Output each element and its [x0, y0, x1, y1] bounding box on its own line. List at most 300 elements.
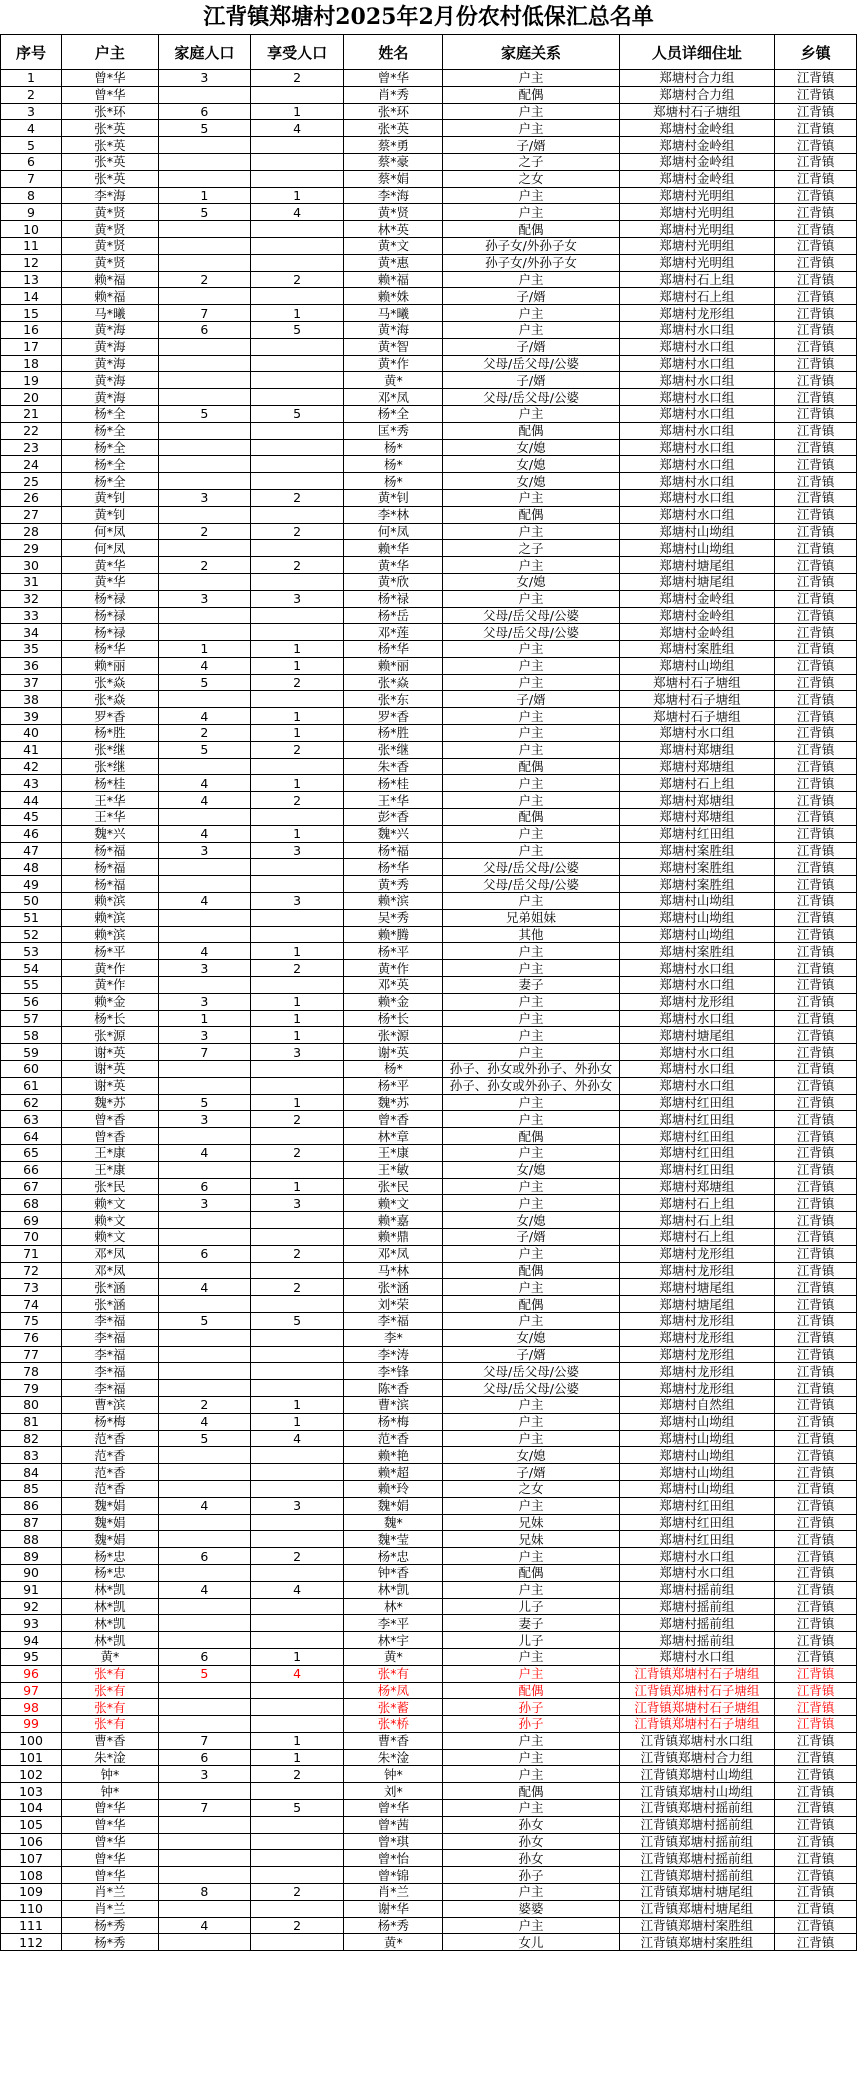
address-cell: 郑塘村光明组 [619, 187, 775, 204]
index-cell: 28 [1, 523, 62, 540]
town-cell: 江背镇 [775, 1548, 857, 1565]
roster-table [0, 34, 857, 1951]
index-cell: 89 [1, 1548, 62, 1565]
address-cell: 郑塘村水口组 [619, 456, 775, 473]
table-row [1, 1816, 857, 1833]
table-row [1, 305, 857, 322]
household-size-cell: 4 [158, 1917, 250, 1934]
benefit-count-cell: 1 [250, 305, 343, 322]
table-row [1, 977, 857, 994]
name-cell: 黄*作 [344, 960, 443, 977]
name-cell: 蔡*豪 [344, 153, 443, 170]
household-head-cell: 王*康 [62, 1145, 159, 1162]
address-cell: 郑塘村摇前组 [619, 1615, 775, 1632]
table-row [1, 1212, 857, 1229]
benefit-count-cell [250, 1464, 343, 1481]
address-cell: 郑塘村石上组 [619, 1212, 775, 1229]
relation-cell: 配偶 [443, 422, 619, 439]
relation-cell: 户主 [443, 1111, 619, 1128]
benefit-count-cell: 1 [250, 1413, 343, 1430]
table-row [1, 1296, 857, 1313]
household-head-cell: 曾*华 [62, 1867, 159, 1884]
address-cell: 郑塘村红田组 [619, 1094, 775, 1111]
household-size-cell: 6 [158, 1548, 250, 1565]
household-head-cell: 黄*钊 [62, 489, 159, 506]
address-cell: 郑塘村红田组 [619, 1145, 775, 1162]
index-cell: 11 [1, 237, 62, 254]
address-cell: 江背镇郑塘村石子塘组 [619, 1682, 775, 1699]
address-cell: 郑塘村龙形组 [619, 1363, 775, 1380]
household-head-cell: 魏*苏 [62, 1094, 159, 1111]
town-cell: 江背镇 [775, 1850, 857, 1867]
table-row [1, 590, 857, 607]
relation-cell: 之女 [443, 170, 619, 187]
name-cell: 蔡*勇 [344, 137, 443, 154]
relation-cell: 女/媳 [443, 1212, 619, 1229]
household-head-cell: 何*凤 [62, 540, 159, 557]
household-head-cell: 林*凯 [62, 1581, 159, 1598]
town-cell: 江背镇 [775, 725, 857, 742]
name-cell: 曾*香 [344, 1111, 443, 1128]
table-row [1, 120, 857, 137]
table-row [1, 1531, 857, 1548]
relation-cell: 父母/岳父母/公婆 [443, 876, 619, 893]
town-cell: 江背镇 [775, 1077, 857, 1094]
name-cell: 王*康 [344, 1145, 443, 1162]
name-cell: 李*涛 [344, 1346, 443, 1363]
relation-cell: 孙子、孙女或外孙子、外孙女 [443, 1077, 619, 1094]
address-cell: 郑塘村案胜组 [619, 641, 775, 658]
name-cell: 肖*兰 [344, 1884, 443, 1901]
household-size-cell: 4 [158, 893, 250, 910]
relation-cell: 妻子 [443, 1615, 619, 1632]
table-row [1, 1145, 857, 1162]
town-cell: 江背镇 [775, 1716, 857, 1733]
town-cell: 江背镇 [775, 993, 857, 1010]
relation-cell: 户主 [443, 1917, 619, 1934]
household-head-cell: 曾*华 [62, 1800, 159, 1817]
household-head-cell: 杨*全 [62, 422, 159, 439]
household-size-cell [158, 859, 250, 876]
relation-cell: 户主 [443, 1312, 619, 1329]
household-head-cell: 曾*香 [62, 1128, 159, 1145]
table-row [1, 254, 857, 271]
name-cell: 黄*钊 [344, 489, 443, 506]
town-cell: 江背镇 [775, 943, 857, 960]
table-row [1, 1480, 857, 1497]
index-cell: 19 [1, 372, 62, 389]
benefit-count-cell [250, 1850, 343, 1867]
household-size-cell: 2 [158, 557, 250, 574]
household-head-cell: 杨*全 [62, 473, 159, 490]
benefit-count-cell: 3 [250, 1044, 343, 1061]
town-cell: 江背镇 [775, 1464, 857, 1481]
address-cell: 郑塘村水口组 [619, 1044, 775, 1061]
document-title: 江背镇郑塘村2025年2月份农村低保汇总名单 [203, 4, 654, 30]
name-cell: 曾*华 [344, 1800, 443, 1817]
address-cell: 郑塘村水口组 [619, 389, 775, 406]
benefit-count-cell [250, 758, 343, 775]
relation-cell: 父母/岳父母/公婆 [443, 859, 619, 876]
address-cell: 郑塘村龙形组 [619, 1262, 775, 1279]
index-cell: 4 [1, 120, 62, 137]
benefit-count-cell [250, 1128, 343, 1145]
relation-cell: 配偶 [443, 221, 619, 238]
name-cell: 马*林 [344, 1262, 443, 1279]
benefit-count-cell [250, 1615, 343, 1632]
town-cell: 江背镇 [775, 1027, 857, 1044]
household-size-cell [158, 607, 250, 624]
benefit-count-cell [250, 1228, 343, 1245]
relation-cell: 父母/岳父母/公婆 [443, 389, 619, 406]
index-cell: 80 [1, 1396, 62, 1413]
household-head-cell: 张*涵 [62, 1279, 159, 1296]
household-size-cell: 7 [158, 1044, 250, 1061]
address-cell: 郑塘村摇前组 [619, 1581, 775, 1598]
table-row [1, 657, 857, 674]
relation-cell: 户主 [443, 1884, 619, 1901]
index-cell: 38 [1, 691, 62, 708]
table-row [1, 372, 857, 389]
table-row [1, 137, 857, 154]
benefit-count-cell: 2 [250, 792, 343, 809]
benefit-count-cell [250, 876, 343, 893]
name-cell: 曾*华 [344, 70, 443, 87]
name-cell: 赖*鼎 [344, 1228, 443, 1245]
relation-cell: 户主 [443, 1497, 619, 1514]
index-cell: 94 [1, 1632, 62, 1649]
name-cell: 邓*凤 [344, 389, 443, 406]
household-size-cell [158, 439, 250, 456]
table-row [1, 1615, 857, 1632]
household-size-cell: 3 [158, 842, 250, 859]
index-cell: 65 [1, 1145, 62, 1162]
name-cell: 黄*欣 [344, 573, 443, 590]
benefit-count-cell [250, 1900, 343, 1917]
household-head-cell: 杨*福 [62, 859, 159, 876]
household-head-cell: 张*英 [62, 137, 159, 154]
address-cell: 郑塘村光明组 [619, 254, 775, 271]
address-cell: 郑塘村水口组 [619, 489, 775, 506]
relation-cell: 兄弟姐妹 [443, 909, 619, 926]
town-cell: 江背镇 [775, 1816, 857, 1833]
relation-cell: 子/婿 [443, 1228, 619, 1245]
relation-cell: 父母/岳父母/公婆 [443, 355, 619, 372]
index-cell: 40 [1, 725, 62, 742]
address-cell: 郑塘村红田组 [619, 1514, 775, 1531]
table-row [1, 1178, 857, 1195]
index-cell: 23 [1, 439, 62, 456]
household-size-cell: 3 [158, 1766, 250, 1783]
name-cell: 黄*秀 [344, 876, 443, 893]
household-head-cell: 曾*香 [62, 1111, 159, 1128]
town-cell: 江背镇 [775, 909, 857, 926]
town-cell: 江背镇 [775, 1833, 857, 1850]
household-size-cell: 4 [158, 1279, 250, 1296]
town-cell: 江背镇 [775, 859, 857, 876]
town-cell: 江背镇 [775, 321, 857, 338]
town-cell: 江背镇 [775, 338, 857, 355]
address-cell: 郑塘村山坳组 [619, 523, 775, 540]
index-cell: 36 [1, 657, 62, 674]
index-cell: 106 [1, 1833, 62, 1850]
address-cell: 郑塘村水口组 [619, 355, 775, 372]
town-cell: 江背镇 [775, 1783, 857, 1800]
table-row [1, 1329, 857, 1346]
household-size-cell: 4 [158, 943, 250, 960]
household-size-cell [158, 624, 250, 641]
town-cell: 江背镇 [775, 1195, 857, 1212]
relation-cell: 之子 [443, 153, 619, 170]
household-size-cell: 7 [158, 1800, 250, 1817]
town-cell: 江背镇 [775, 506, 857, 523]
relation-cell: 配偶 [443, 86, 619, 103]
table-row [1, 1228, 857, 1245]
index-cell: 105 [1, 1816, 62, 1833]
relation-cell: 孙子 [443, 1699, 619, 1716]
household-size-cell: 4 [158, 657, 250, 674]
table-row [1, 221, 857, 238]
relation-cell: 户主 [443, 187, 619, 204]
address-cell: 郑塘村山坳组 [619, 926, 775, 943]
table-row [1, 725, 857, 742]
name-cell: 邓*莲 [344, 624, 443, 641]
table-row [1, 893, 857, 910]
index-cell: 66 [1, 1161, 62, 1178]
name-cell: 黄* [344, 372, 443, 389]
address-cell: 郑塘村塘尾组 [619, 1296, 775, 1313]
index-cell: 79 [1, 1380, 62, 1397]
household-head-cell: 杨*长 [62, 1010, 159, 1027]
benefit-count-cell: 1 [250, 943, 343, 960]
name-cell: 黄*文 [344, 237, 443, 254]
household-head-cell: 魏*娟 [62, 1497, 159, 1514]
household-size-cell [158, 1228, 250, 1245]
table-row [1, 405, 857, 422]
table-row [1, 456, 857, 473]
index-cell: 33 [1, 607, 62, 624]
household-size-cell [158, 1346, 250, 1363]
relation-cell: 户主 [443, 1548, 619, 1565]
address-cell: 郑塘村石子塘组 [619, 674, 775, 691]
index-cell: 64 [1, 1128, 62, 1145]
address-cell: 江背镇郑塘村摇前组 [619, 1833, 775, 1850]
benefit-count-cell: 1 [250, 1094, 343, 1111]
household-size-cell [158, 1699, 250, 1716]
household-size-cell: 5 [158, 1665, 250, 1682]
index-cell: 8 [1, 187, 62, 204]
benefit-count-cell: 1 [250, 775, 343, 792]
index-cell: 63 [1, 1111, 62, 1128]
household-head-cell: 赖*滨 [62, 909, 159, 926]
address-cell: 郑塘村红田组 [619, 1111, 775, 1128]
household-size-cell [158, 1447, 250, 1464]
household-size-cell: 4 [158, 1581, 250, 1598]
town-cell: 江背镇 [775, 691, 857, 708]
town-cell: 江背镇 [775, 1245, 857, 1262]
household-head-cell: 邓*凤 [62, 1245, 159, 1262]
index-cell: 29 [1, 540, 62, 557]
household-size-cell [158, 372, 250, 389]
town-cell: 江背镇 [775, 153, 857, 170]
benefit-count-cell [250, 1346, 343, 1363]
relation-cell: 户主 [443, 1245, 619, 1262]
benefit-count-cell [250, 1783, 343, 1800]
table-row [1, 422, 857, 439]
town-cell: 江背镇 [775, 1128, 857, 1145]
address-cell: 郑塘村水口组 [619, 1077, 775, 1094]
benefit-count-cell [250, 1632, 343, 1649]
town-cell: 江背镇 [775, 288, 857, 305]
address-cell: 江背镇郑塘村塘尾组 [619, 1900, 775, 1917]
table-row [1, 691, 857, 708]
address-cell: 郑塘村石上组 [619, 1195, 775, 1212]
household-size-cell [158, 909, 250, 926]
town-cell: 江背镇 [775, 187, 857, 204]
name-cell: 张*继 [344, 741, 443, 758]
index-cell: 1 [1, 70, 62, 87]
index-cell: 42 [1, 758, 62, 775]
benefit-count-cell [250, 1833, 343, 1850]
relation-cell: 户主 [443, 1094, 619, 1111]
household-head-cell: 林*凯 [62, 1598, 159, 1615]
index-cell: 85 [1, 1480, 62, 1497]
address-cell: 郑塘村塘尾组 [619, 557, 775, 574]
town-cell: 江背镇 [775, 641, 857, 658]
index-cell: 86 [1, 1497, 62, 1514]
town-cell: 江背镇 [775, 1010, 857, 1027]
address-cell: 江背镇郑塘村山坳组 [619, 1783, 775, 1800]
name-cell: 黄*智 [344, 338, 443, 355]
town-cell: 江背镇 [775, 271, 857, 288]
index-cell: 39 [1, 708, 62, 725]
index-cell: 50 [1, 893, 62, 910]
household-head-cell: 李*海 [62, 187, 159, 204]
benefit-count-cell: 2 [250, 1548, 343, 1565]
household-head-cell: 范*香 [62, 1447, 159, 1464]
name-cell: 赖*腾 [344, 926, 443, 943]
index-cell: 88 [1, 1531, 62, 1548]
household-head-cell: 李*福 [62, 1312, 159, 1329]
table-row [1, 1010, 857, 1027]
town-cell: 江背镇 [775, 523, 857, 540]
name-cell: 赖*金 [344, 993, 443, 1010]
household-head-cell: 罗*香 [62, 708, 159, 725]
household-head-cell: 杨*华 [62, 641, 159, 658]
relation-cell: 户主 [443, 842, 619, 859]
address-cell: 江背镇郑塘村摇前组 [619, 1850, 775, 1867]
household-head-cell: 曹*香 [62, 1732, 159, 1749]
address-cell: 郑塘村水口组 [619, 960, 775, 977]
benefit-count-cell: 2 [250, 1279, 343, 1296]
relation-cell: 户主 [443, 1413, 619, 1430]
index-cell: 95 [1, 1648, 62, 1665]
benefit-count-cell: 2 [250, 960, 343, 977]
town-cell: 江背镇 [775, 1917, 857, 1934]
household-size-cell: 3 [158, 489, 250, 506]
table-row [1, 1447, 857, 1464]
benefit-count-cell [250, 506, 343, 523]
name-cell: 黄* [344, 1648, 443, 1665]
relation-cell: 女儿 [443, 1934, 619, 1951]
town-cell: 江背镇 [775, 70, 857, 87]
address-cell: 郑塘村金岭组 [619, 170, 775, 187]
address-cell: 郑塘村案胜组 [619, 943, 775, 960]
name-cell: 曹*滨 [344, 1396, 443, 1413]
name-cell: 钟* [344, 1766, 443, 1783]
household-size-cell: 7 [158, 305, 250, 322]
name-cell: 张*英 [344, 120, 443, 137]
index-cell: 98 [1, 1699, 62, 1716]
relation-cell: 户主 [443, 1195, 619, 1212]
household-size-cell: 1 [158, 1010, 250, 1027]
household-size-cell: 3 [158, 1027, 250, 1044]
name-cell: 李*福 [344, 1312, 443, 1329]
table-row [1, 288, 857, 305]
household-head-cell: 赖*文 [62, 1212, 159, 1229]
index-cell: 2 [1, 86, 62, 103]
relation-cell: 女/媳 [443, 473, 619, 490]
relation-cell: 户主 [443, 708, 619, 725]
household-head-cell: 赖*金 [62, 993, 159, 1010]
benefit-count-cell [250, 1380, 343, 1397]
benefit-count-cell: 1 [250, 103, 343, 120]
household-size-cell: 1 [158, 187, 250, 204]
name-cell: 杨*胜 [344, 725, 443, 742]
table-row [1, 1413, 857, 1430]
household-head-cell: 杨*全 [62, 405, 159, 422]
household-size-cell [158, 1514, 250, 1531]
address-cell: 郑塘村山坳组 [619, 893, 775, 910]
benefit-count-cell: 5 [250, 405, 343, 422]
relation-cell: 父母/岳父母/公婆 [443, 1380, 619, 1397]
town-cell: 江背镇 [775, 1262, 857, 1279]
household-head-cell: 张*有 [62, 1682, 159, 1699]
household-size-cell [158, 170, 250, 187]
household-head-cell: 黄*贤 [62, 204, 159, 221]
index-cell: 97 [1, 1682, 62, 1699]
relation-cell: 子/婿 [443, 288, 619, 305]
index-cell: 72 [1, 1262, 62, 1279]
household-head-cell: 何*凤 [62, 523, 159, 540]
household-size-cell [158, 1564, 250, 1581]
index-cell: 49 [1, 876, 62, 893]
household-size-cell [158, 422, 250, 439]
name-cell: 杨* [344, 439, 443, 456]
address-cell: 郑塘村石上组 [619, 775, 775, 792]
relation-cell: 婆婆 [443, 1900, 619, 1917]
relation-cell: 儿子 [443, 1632, 619, 1649]
benefit-count-cell [250, 422, 343, 439]
table-row [1, 993, 857, 1010]
household-size-cell [158, 1077, 250, 1094]
household-size-cell [158, 691, 250, 708]
index-cell: 91 [1, 1581, 62, 1598]
relation-cell: 户主 [443, 1581, 619, 1598]
table-row [1, 859, 857, 876]
household-head-cell: 杨*忠 [62, 1548, 159, 1565]
household-size-cell: 4 [158, 1145, 250, 1162]
town-cell: 江背镇 [775, 204, 857, 221]
household-head-cell: 黄*海 [62, 338, 159, 355]
index-cell: 77 [1, 1346, 62, 1363]
benefit-count-cell [250, 1296, 343, 1313]
town-cell: 江背镇 [775, 960, 857, 977]
table-row [1, 1464, 857, 1481]
town-cell: 江背镇 [775, 926, 857, 943]
household-size-cell: 3 [158, 1111, 250, 1128]
table-row [1, 1800, 857, 1817]
